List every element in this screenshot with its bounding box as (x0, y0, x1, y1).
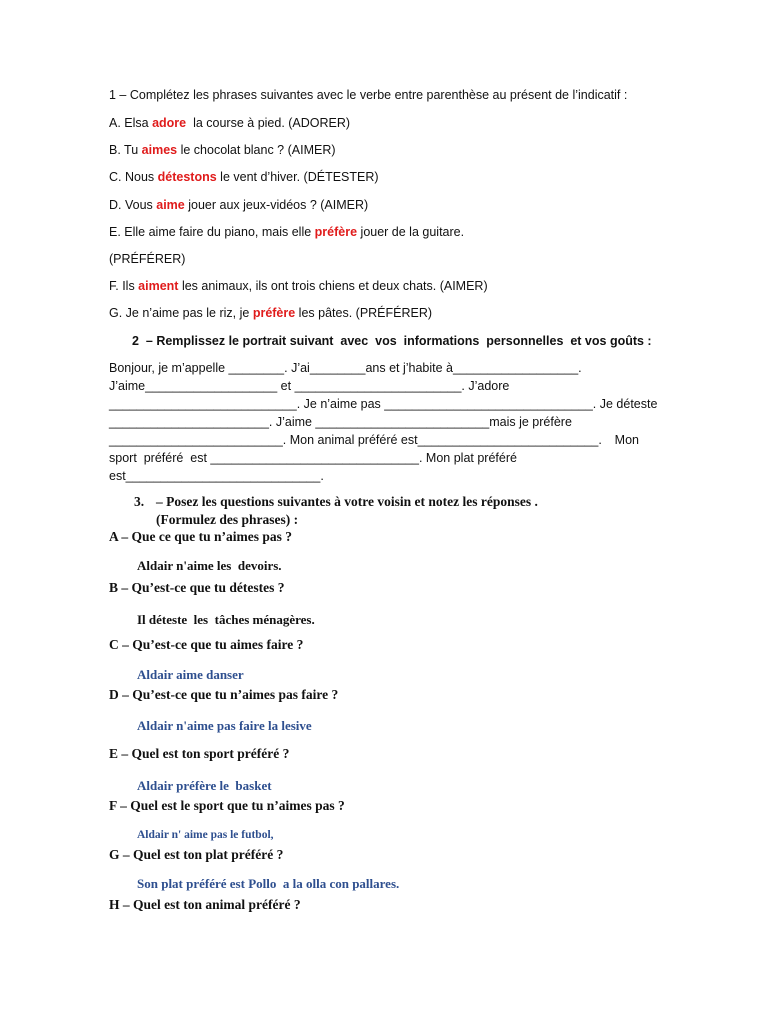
portrait-line: Bonjour, je m’appelle ________. J’ai________ans et j’habite à__________________. (109, 361, 582, 375)
ex1-line-c: C. Nous détestons le vent d’hiver. (DÉTESTER) (109, 170, 379, 184)
ex1-line-f: F. Ils aiment les animaux, ils ont trois chiens et deux chats. (AIMER) (109, 279, 488, 293)
answer-g: préfère (252, 306, 296, 320)
answer-a: adore (152, 116, 187, 130)
portrait-line: _________________________. Mon animal préféré est__________________________. Mon (109, 433, 639, 447)
answer-handwritten-e: Aldair préfère le basket (137, 778, 272, 793)
answer-c: détestons (157, 170, 217, 184)
portrait-line: sport préféré est ______________________________. Mon plat préféré (109, 451, 517, 465)
question-d: D – Qu’est-ce que tu n’aimes pas faire ? (109, 687, 339, 702)
answer-handwritten-g: Son plat préféré est Pollo a la olla con pallares. (137, 876, 400, 891)
question-b: B – Qu’est-ce que tu détestes ? (109, 580, 285, 595)
portrait-line: _______________________. J’aime _________________________mais je préfère (109, 415, 572, 429)
ex1-line-a: A. Elsa adore la course à pied. (ADORER) (109, 116, 351, 130)
answer-d: aime (156, 198, 185, 212)
ex1-line-b: B. Tu aimes le chocolat blanc ? (AIMER) (109, 143, 336, 157)
ex1-line-e-cont: (PRÉFÉRER) (109, 252, 186, 266)
ex3-number: 3. (134, 494, 145, 509)
ex2-portrait (109, 359, 658, 485)
answer-handwritten-f: Aldair n' aime pas le futbol, (137, 829, 274, 841)
question-h: H – Quel est ton animal préféré ? (109, 897, 301, 912)
ex1-line-g: G. Je n’aime pas le riz, je préfère les pâtes. (PRÉFÉRER) (109, 306, 433, 320)
answer-handwritten-b: Il déteste les tâches ménagères. (137, 612, 315, 627)
answer-f: aiment (138, 279, 179, 293)
answer-e: préfère (314, 225, 358, 239)
ex1-line-d: D. Vous aime jouer aux jeux-vidéos ? (AIMER) (109, 198, 369, 212)
answer-b: aimes (141, 143, 178, 157)
ex1-line-e: E. Elle aime faire du piano, mais elle préfère jouer de la guitare. (109, 225, 465, 239)
question-f: F – Quel est le sport que tu n’aimes pas ? (109, 798, 345, 813)
answer-handwritten-a: Aldair n'aime les devoirs. (137, 558, 282, 573)
ex3-subtitle: (Formulez des phrases) : (156, 512, 299, 527)
question-g: G – Quel est ton plat préféré ? (109, 847, 284, 862)
ex1-title: 1 – Complétez les phrases suivantes avec le verbe entre parenthèse au présent de l’indicatif : (109, 88, 628, 102)
answer-handwritten-d: Aldair n'aime pas faire la lesive (137, 718, 312, 733)
portrait-line: est____________________________. (109, 469, 324, 483)
question-e: E – Quel est ton sport préféré ? (109, 746, 290, 761)
question-c: C – Qu’est-ce que tu aimes faire ? (109, 637, 304, 652)
ex2-title: 2 – Remplissez le portrait suivant avec vos informations personnelles et vos goûts : (132, 334, 652, 348)
answer-handwritten-c: Aldair aime danser (137, 667, 244, 682)
portrait-line: J’aime___________________ et ________________________. J’adore (109, 379, 510, 393)
ex3-title: – Posez les questions suivantes à votre voisin et notez les réponses . (156, 494, 538, 509)
question-a: A – Que ce que tu n’aimes pas ? (109, 529, 293, 544)
portrait-line: ___________________________. Je n’aime pas ______________________________. Je déteste (109, 397, 658, 411)
